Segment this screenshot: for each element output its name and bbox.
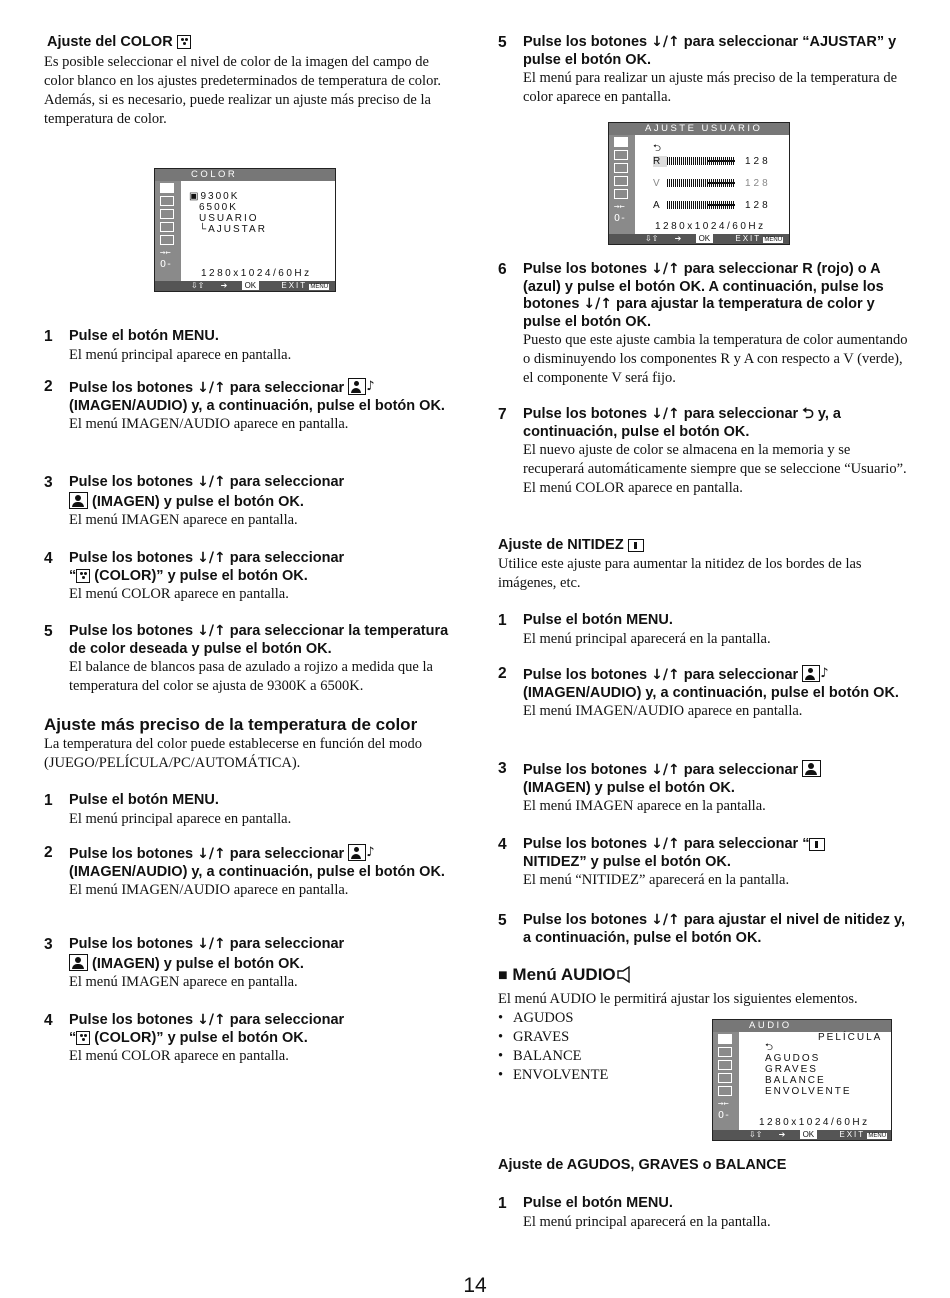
treble-heading: Ajuste de AGUDOS, GRAVES o BALANCE: [498, 1157, 787, 1173]
osd-footer: [155, 281, 335, 291]
exit-label: EXIT: [839, 1130, 866, 1139]
level-bar: [667, 201, 735, 209]
up-down-icon: ⇩⇧: [191, 281, 205, 290]
osd-item: └AJUSTAR: [199, 224, 267, 235]
list-item: • BALANCE: [498, 1047, 608, 1066]
audio-items-list: [498, 1009, 608, 1085]
lock-key-icon: O‑: [160, 259, 173, 270]
arrow-right-icon: ➔: [220, 281, 228, 290]
step-r7: 7 Pulse los botones ↓/↑ para seleccionar ⮌ y, a continuación, pulse el botón OK. El nuevo ajuste de color se almacena en la memoria y se recuperará automáticamente siempre que se seleccione “Usuario”. El menú COLOR aparece en pantalla.: [498, 406, 907, 496]
ok-label: OK: [800, 1130, 818, 1139]
step-b3: 3 Pulse los botones ↓/↑ para seleccionar (IMAGEN) y pulse el botón OK. El menú IMAGEN aparece en pantalla.: [44, 936, 345, 990]
osd-footer: [609, 234, 789, 244]
screen-icon: [718, 1047, 732, 1057]
color-icon: [76, 1031, 90, 1045]
audio-osd-menu: [712, 1019, 892, 1141]
osd-items: [189, 191, 267, 235]
osd-item: GRAVES: [765, 1064, 818, 1075]
color-intro: Es posible seleccionar el nivel de color de la imagen del campo de color blanco en los ajustes predeterminados de temperatura de color. Además, si es necesario, puede realizar un ajuste más preciso de la temperatura de color.: [44, 54, 441, 127]
step-b4: 4 Pulse los botones ↓/↑ para seleccionar “ (COLOR)” y pulse el botón OK. El menú COLOR aparece en pantalla.: [44, 1012, 345, 1064]
color-icon: [76, 569, 90, 583]
osd-title: COLOR: [155, 169, 335, 181]
ok-label: OK: [242, 281, 260, 290]
lock-key-icon: O‑: [614, 213, 627, 224]
exit-label: EXIT: [735, 234, 762, 243]
speaker-icon: [616, 965, 636, 984]
picture-audio-icon: [160, 183, 174, 193]
step-a1: 1 Pulse el botón MENU. El menú principal aparece en pantalla.: [44, 328, 292, 363]
osd-footer: [713, 1130, 891, 1140]
sharpness-intro: Utilice este ajuste para aumentar la nitidez de los bordes de las imágenes, etc.: [498, 556, 862, 591]
arrow-right-icon: ➔: [778, 1130, 786, 1139]
osd-item-selected: ▣9300K: [189, 191, 240, 202]
osd-sidebar: [609, 135, 635, 234]
input-icon: →←: [614, 202, 625, 212]
osd-title: AUDIO: [713, 1020, 891, 1032]
osd-mode: PELÍCULA: [818, 1032, 883, 1043]
osd-resolution: 1280x1024/60Hz: [759, 1117, 870, 1128]
osd-title: AJUSTE USUARIO: [609, 123, 789, 135]
step-a5: 5 Pulse los botones ↓/↑ para seleccionar la temperatura de color deseada y pulse el botón OK. El balance de blancos pasa de azulado a rojizo a medida que la temperatura del color se ajusta de 9300K a 6500K.: [44, 623, 449, 694]
return-icon: ⮌: [653, 143, 663, 154]
osd-item: AGUDOS: [765, 1053, 821, 1064]
arrow-right-icon: ➔: [674, 234, 682, 243]
sharpness-heading: Ajuste de NITIDEZ: [498, 537, 644, 555]
picture-audio-icon: [614, 137, 628, 147]
position-icon: [614, 163, 628, 173]
picture-audio-icon: ♪: [802, 665, 826, 682]
picture-audio-icon: ♪: [348, 378, 372, 395]
osd-item: ENVOLVENTE: [765, 1086, 852, 1097]
audio-intro: El menú AUDIO le permitirá ajustar los siguientes elementos.: [498, 991, 858, 1007]
step-r6: 6 Pulse los botones ↓/↑ para seleccionar R (rojo) o A (azul) y pulse el botón OK. A continuación, pulse los botones ↓/↑ para ajustar la temperatura de color y pulse el botón OK. Puesto que este ajuste cambia la temperatura de color aumentando o disminuyendo los componentes R y A con respecto a V (verde), el componente V será fijo.: [498, 261, 908, 386]
input-icon: →←: [160, 248, 171, 258]
osd-resolution: 1280x1024/60Hz: [655, 221, 766, 232]
color-heading: Ajuste del COLOR: [47, 34, 191, 52]
sharpness-icon: [809, 838, 825, 851]
osd-rows: [653, 143, 771, 211]
step-a3: 3 Pulse los botones ↓/↑ para seleccionar (IMAGEN) y pulse el botón OK. El menú IMAGEN aparece en pantalla.: [44, 474, 345, 528]
list-item: • AGUDOS: [498, 1009, 608, 1028]
osd-sidebar: [713, 1032, 739, 1130]
position-icon: [160, 209, 174, 219]
picture-icon: [69, 954, 88, 971]
menu-label: MENU: [310, 284, 329, 290]
color-icon: [177, 35, 191, 49]
up-down-icon: ⇩⇧: [749, 1130, 763, 1139]
step-r5: 5 Pulse los botones ↓/↑ para seleccionar “AJUSTAR” y pulse el botón OK. El menú para realizar un ajuste más preciso de la temperatura de color aparece en pantalla.: [498, 34, 898, 105]
level-bar: [667, 157, 735, 165]
step-a4: 4 Pulse los botones ↓/↑ para seleccionar “ (COLOR)” y pulse el botón OK. El menú COLOR aparece en pantalla.: [44, 550, 345, 602]
osd-row-r: R 128: [653, 156, 771, 167]
return-icon: ⮌: [765, 1042, 776, 1053]
fine-heading: Ajuste más preciso de la temperatura de color: [44, 715, 418, 734]
language-icon: [614, 189, 628, 199]
language-icon: [718, 1086, 732, 1096]
picture-icon: [69, 492, 88, 509]
up-down-icon: ⇩⇧: [645, 234, 659, 243]
menu-position-icon: [614, 176, 628, 186]
menu-label: MENU: [764, 237, 783, 243]
osd-row-v: V 128: [653, 178, 771, 189]
step-s5: 5 Pulse los botones ↓/↑ para ajustar el nivel de nitidez y, a continuación, pulse el botón OK.: [498, 912, 906, 946]
osd-item: USUARIO: [199, 213, 259, 224]
osd-row-a: A 128: [653, 200, 771, 211]
step-a2: 2 Pulse los botones ↓/↑ para seleccionar ♪ (IMAGEN/AUDIO) y, a continuación, pulse el botón OK. El menú IMAGEN/AUDIO aparece en pantalla.: [44, 378, 445, 432]
menu-label: MENU: [868, 1133, 887, 1139]
step-t1: 1 Pulse el botón MENU. El menú principal aparecerá en la pantalla.: [498, 1195, 771, 1230]
osd-items: [765, 1042, 852, 1097]
step-b1: 1 Pulse el botón MENU. El menú principal aparece en pantalla.: [44, 792, 292, 827]
osd-item: BALANCE: [765, 1075, 826, 1086]
menu-position-icon: [718, 1073, 732, 1083]
audio-heading: ■ Menú AUDIO: [498, 965, 636, 986]
position-icon: [718, 1060, 732, 1070]
return-icon: ⮌: [802, 406, 814, 422]
picture-audio-icon: [718, 1034, 732, 1044]
step-s2: 2 Pulse los botones ↓/↑ para seleccionar ♪ (IMAGEN/AUDIO) y, a continuación, pulse el botón OK. El menú IMAGEN/AUDIO aparece en pantalla.: [498, 665, 899, 719]
screen-icon: [160, 196, 174, 206]
list-item: • ENVOLVENTE: [498, 1066, 608, 1085]
step-b2: 2 Pulse los botones ↓/↑ para seleccionar ♪ (IMAGEN/AUDIO) y, a continuación, pulse el botón OK. El menú IMAGEN/AUDIO aparece en pantalla.: [44, 844, 445, 898]
color-osd-menu: [154, 168, 336, 292]
page-number: 14: [463, 1274, 487, 1297]
lock-key-icon: O‑: [718, 1110, 731, 1121]
fine-intro: La temperatura del color puede establecerse en función del modo (JUEGO/PELÍCULA/PC/AUTOMÁTICA).: [44, 736, 423, 771]
osd-resolution: 1280x1024/60Hz: [201, 268, 312, 279]
exit-label: EXIT: [281, 281, 308, 290]
osd-item: 6500K: [199, 202, 238, 213]
list-item: • GRAVES: [498, 1028, 608, 1047]
ok-label: OK: [696, 234, 714, 243]
sharpness-icon: [628, 539, 644, 552]
screen-icon: [614, 150, 628, 160]
menu-position-icon: [160, 222, 174, 232]
picture-audio-icon: ♪: [348, 844, 372, 861]
step-s3: 3 Pulse los botones ↓/↑ para seleccionar (IMAGEN) y pulse el botón OK. El menú IMAGEN aparece en la pantalla.: [498, 760, 908, 820]
step-s4: 4 Pulse los botones ↓/↑ para seleccionar “ NITIDEZ” y pulse el botón OK. El menú “NITIDEZ” aparecerá en la pantalla.: [498, 836, 908, 896]
step-s1: 1 Pulse el botón MENU. El menú principal aparecerá en la pantalla.: [498, 612, 771, 647]
user-adjust-osd-menu: [608, 122, 790, 245]
level-bar: [667, 179, 735, 187]
osd-sidebar: [155, 181, 181, 281]
input-icon: →←: [718, 1099, 729, 1109]
picture-icon: [802, 760, 821, 777]
language-icon: [160, 235, 174, 245]
